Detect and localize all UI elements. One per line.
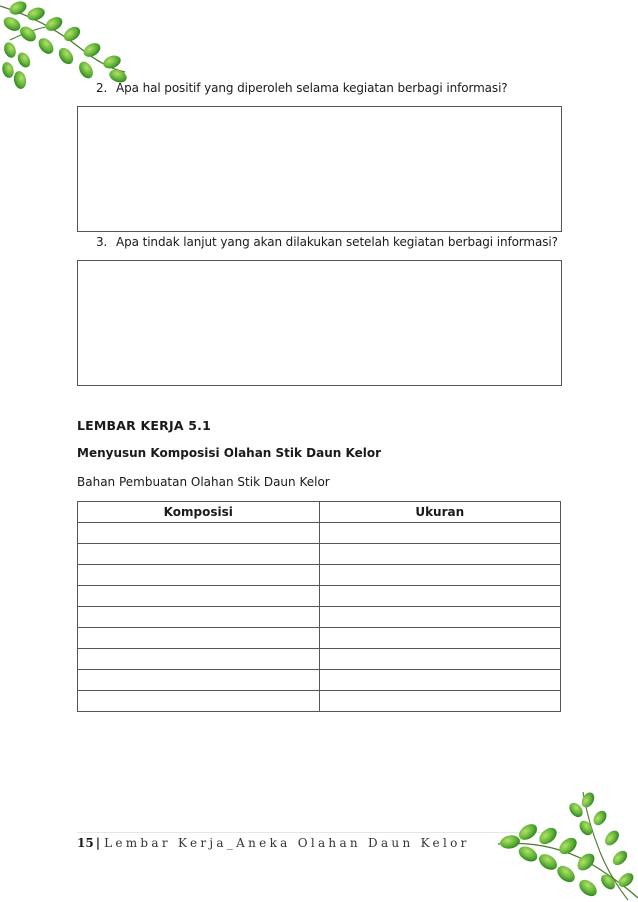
cell-komposisi[interactable] [78,691,320,712]
question-text: Apa tindak lanjut yang akan dilakukan setelah kegiatan berbagi informasi? [116,235,558,249]
table-row [78,607,561,628]
cell-komposisi[interactable] [78,649,320,670]
column-header-komposisi: Komposisi [78,502,320,523]
answer-box-question-2[interactable] [77,106,562,232]
question-number: 3. [96,235,108,249]
question-text: Apa hal positif yang diperoleh selama kegiatan berbagi informasi? [116,81,508,95]
cell-komposisi[interactable] [78,523,320,544]
worksheet-subtitle: Menyusun Komposisi Olahan Stik Daun Kelor [77,446,382,460]
cell-ukuran[interactable] [319,649,561,670]
cell-komposisi[interactable] [78,544,320,565]
cell-komposisi[interactable] [78,607,320,628]
cell-komposisi[interactable] [78,628,320,649]
moringa-leaves-bottom-icon [488,792,638,902]
worksheet-description: Bahan Pembuatan Olahan Stik Daun Kelor [77,475,330,489]
cell-ukuran[interactable] [319,607,561,628]
page-number: 15 [77,836,94,850]
question-2 [96,81,508,95]
cell-ukuran[interactable] [319,586,561,607]
footer-separator: | [95,836,101,850]
cell-komposisi[interactable] [78,586,320,607]
table-row [78,565,561,586]
table-row [78,649,561,670]
worksheet-title: LEMBAR KERJA 5.1 [77,418,211,433]
cell-ukuran[interactable] [319,565,561,586]
cell-ukuran[interactable] [319,670,561,691]
cell-komposisi[interactable] [78,565,320,586]
table-body [78,523,561,712]
cell-ukuran[interactable] [319,691,561,712]
composition-table [77,501,561,712]
table-row [78,523,561,544]
cell-ukuran[interactable] [319,523,561,544]
page-footer [77,836,470,850]
table-row [78,670,561,691]
question-3 [96,235,558,249]
answer-box-question-3[interactable] [77,260,562,386]
table-header-row [78,502,561,523]
question-number: 2. [96,81,108,95]
footer-title: Lembar Kerja_Aneka Olahan Daun Kelor [104,836,470,850]
cell-ukuran[interactable] [319,628,561,649]
table-row [78,544,561,565]
table-row [78,691,561,712]
cell-komposisi[interactable] [78,670,320,691]
table-row [78,628,561,649]
column-header-ukuran: Ukuran [319,502,561,523]
table-row [78,586,561,607]
cell-ukuran[interactable] [319,544,561,565]
